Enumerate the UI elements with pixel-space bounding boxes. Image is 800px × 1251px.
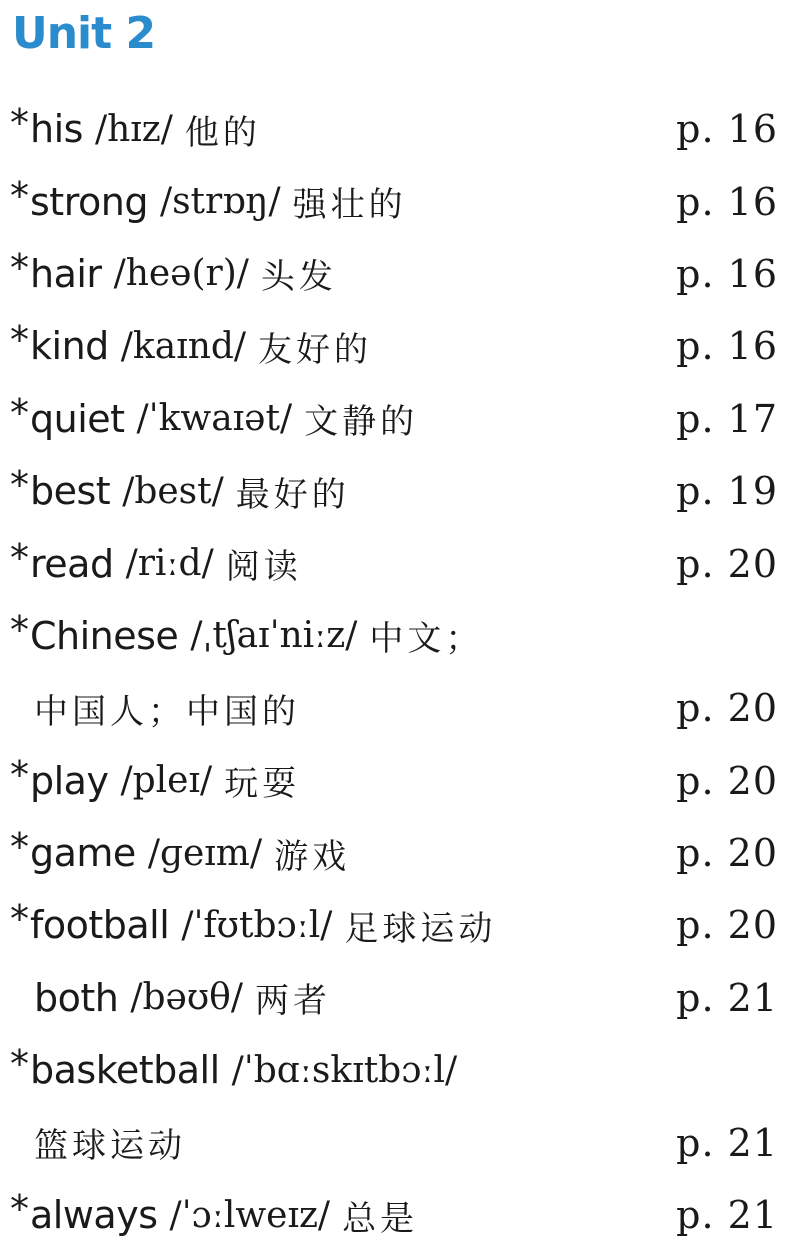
meaning: 两者 — [254, 981, 331, 1022]
meaning-continued: 篮球运动 — [34, 1126, 186, 1167]
vocab-entry-best — [0, 455, 800, 527]
star-mark: * — [10, 318, 29, 363]
word: hair — [30, 251, 102, 296]
meaning: 阅读 — [225, 547, 302, 588]
star-mark: * — [10, 752, 29, 797]
page-ref: p. 21 — [676, 1120, 778, 1165]
star-mark: * — [10, 897, 29, 942]
star-mark: * — [10, 535, 29, 580]
phonetic: /kaɪnd/ — [120, 325, 247, 367]
entry-line — [10, 1034, 457, 1106]
star-mark: * — [10, 173, 29, 218]
word: football — [30, 903, 170, 948]
phonetic: /ˈbɑːskɪtbɔːl/ — [231, 1049, 458, 1091]
vocab-entry-basketball — [0, 1034, 800, 1106]
meaning: 玩耍 — [224, 764, 301, 805]
vocab-entry-his — [0, 93, 800, 165]
vocab-entry-chinese — [0, 600, 800, 672]
star-mark: * — [10, 607, 29, 652]
page-ref: p. 21 — [676, 975, 778, 1020]
page-ref: p. 16 — [676, 107, 778, 152]
entry-line — [34, 962, 331, 1034]
star-mark: * — [10, 245, 29, 290]
star-mark: * — [10, 1042, 29, 1087]
word: strong — [30, 179, 148, 224]
word: his — [30, 107, 83, 152]
vocab-entry-chinese-continued — [0, 672, 800, 744]
entry-line — [10, 165, 407, 237]
entry-line — [10, 600, 483, 672]
entry-line — [10, 889, 496, 961]
meaning: 头发 — [260, 257, 337, 298]
page-ref: p. 20 — [676, 541, 778, 586]
star-mark: * — [10, 390, 29, 435]
meaning: 足球运动 — [344, 908, 497, 949]
entry-line — [10, 1179, 418, 1251]
vocab-entry-hair — [0, 238, 800, 310]
page-ref: p. 16 — [676, 324, 778, 369]
meaning: 中文； — [369, 619, 484, 660]
word: basketball — [30, 1048, 220, 1093]
page-ref: p. 20 — [676, 903, 778, 948]
page-ref: p. 16 — [676, 179, 778, 224]
vocab-entry-game — [0, 817, 800, 889]
vocab-entry-always — [0, 1179, 800, 1251]
entry-line — [10, 527, 302, 599]
vocab-entry-both — [0, 962, 800, 1034]
phonetic: /heə(r)/ — [113, 253, 249, 295]
star-mark: * — [10, 101, 29, 146]
page-ref: p. 19 — [676, 469, 778, 514]
meaning: 总是 — [342, 1198, 419, 1239]
word: both — [34, 975, 119, 1020]
vocab-entry-read — [0, 527, 800, 599]
entry-continuation — [34, 672, 300, 744]
meaning: 他的 — [184, 112, 261, 153]
entry-line — [10, 93, 261, 165]
phonetic: /pleɪ/ — [120, 760, 213, 802]
vocab-entry-kind — [0, 310, 800, 382]
word: best — [30, 469, 111, 514]
phonetic: /bəʊθ/ — [130, 977, 243, 1019]
page-ref: p. 17 — [676, 396, 778, 441]
meaning: 最好的 — [235, 474, 350, 515]
phonetic: /ˌtʃaɪˈniːz/ — [190, 615, 358, 657]
phonetic: /ɡeɪm/ — [147, 832, 263, 874]
page-ref: p. 20 — [676, 758, 778, 803]
vocab-entry-football — [0, 889, 800, 961]
entry-line — [10, 383, 418, 455]
page-ref: p. 16 — [676, 251, 778, 296]
entry-continuation — [34, 1106, 186, 1178]
word: quiet — [30, 396, 125, 441]
word: kind — [30, 324, 109, 369]
phonetic: /ˈkwaɪət/ — [136, 398, 293, 440]
entry-line — [10, 817, 350, 889]
star-mark: * — [10, 1187, 29, 1232]
meaning: 强壮的 — [292, 185, 407, 226]
word: game — [30, 831, 136, 876]
phonetic: /ˈɔːlweɪz/ — [169, 1194, 331, 1236]
meaning: 文静的 — [304, 402, 419, 443]
phonetic: /riːd/ — [125, 543, 214, 585]
meaning: 友好的 — [258, 329, 373, 370]
entry-line — [10, 455, 350, 527]
page-ref: p. 21 — [676, 1193, 778, 1238]
word: read — [30, 541, 114, 586]
star-mark: * — [10, 463, 29, 508]
entry-line — [10, 310, 372, 382]
entry-line — [10, 745, 300, 817]
phonetic: /hɪz/ — [94, 108, 173, 150]
vocab-entry-quiet — [0, 383, 800, 455]
word: always — [30, 1193, 158, 1238]
entry-line — [10, 238, 337, 310]
page-ref: p. 20 — [676, 686, 778, 731]
word: play — [30, 758, 109, 803]
word: Chinese — [30, 613, 179, 658]
phonetic: /strɒŋ/ — [159, 181, 281, 223]
unit-title: Unit 2 — [12, 8, 156, 59]
vocab-entry-basketball-continued — [0, 1106, 800, 1178]
vocab-entry-play — [0, 745, 800, 817]
meaning-continued: 中国人；中国的 — [34, 691, 300, 732]
phonetic: /best/ — [122, 470, 224, 512]
vocabulary-list — [0, 93, 800, 1251]
vocab-entry-strong — [0, 165, 800, 237]
meaning: 游戏 — [274, 836, 351, 877]
star-mark: * — [10, 825, 29, 870]
page-ref: p. 20 — [676, 831, 778, 876]
phonetic: /ˈfʊtbɔːl/ — [181, 904, 333, 946]
